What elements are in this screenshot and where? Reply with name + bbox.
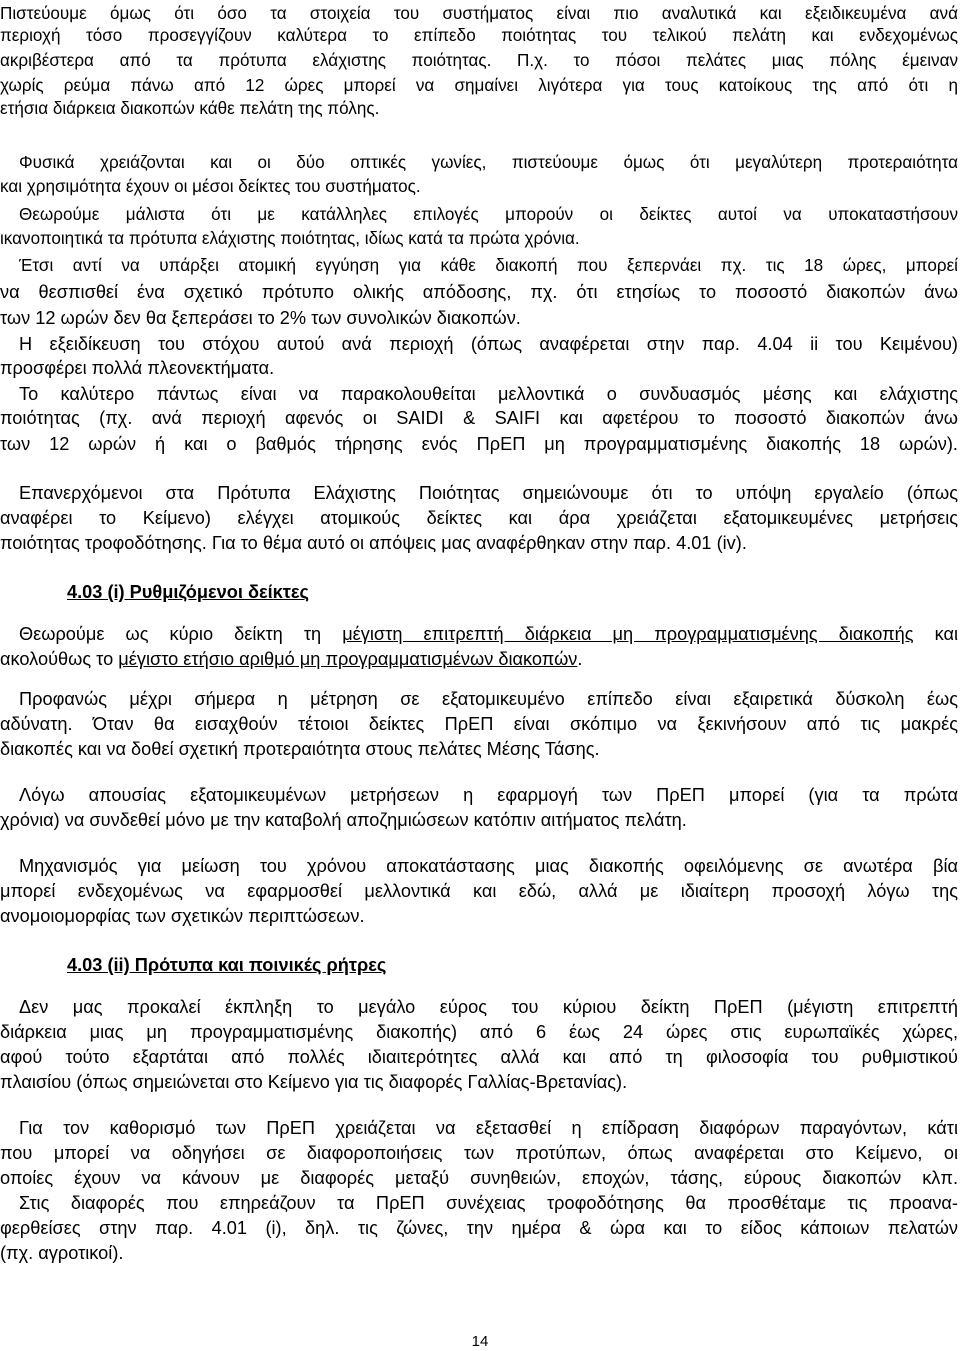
paragraph-line: ποιότητας τροφοδότησης. Για το θέμα αυτό οι απόψεις μας αναφέρθηκαν στην παρ. 4.01 (iv). [0,533,747,553]
paragraph-line: χρόνια) να συνδεθεί μόνο με την καταβολή αποζημιώσεων κατόπιν αιτήματος πελάτη. [0,810,687,830]
paragraph-line: Έτσι αντί να υπάρξει ατομική εγγύηση για κάθε διακοπή που ξεπερνάει πχ. τις 18 ώρες, μπορεί [19,256,958,275]
text-run: ακολούθως το [0,649,119,669]
paragraph-line: των 12 ωρών ή και ο βαθμός τήρησης ενός ΠρΕΠ μη προγραμματισμένης διακοπής 18 ωρών). [0,434,958,454]
paragraph-line [0,622,958,646]
paragraph-line: ακριβέστερα από τα πρότυπα ελάχιστης ποιότητας. Π.χ. το πόσοι πελάτες μιας πόλης έμειναν [0,51,958,70]
text-run: και [913,624,959,644]
paragraph-line: να θεσπισθεί ένα σχετικό πρότυπο ολικής απόδοσης, πχ. ότι ετησίως το ποσοστό διακοπών άνω [0,282,958,302]
paragraph-line: αναφέρει το Κείμενο) ελέγχει ατομικούς δείκτες και άρα χρειάζεται εξατομικευμένες μετρήσεις [0,508,958,528]
paragraph-line: πλαισίου (όπως σημειώνεται στο Κείμενο για τις διαφορές Γαλλίας-Βρετανίας). [0,1072,628,1092]
underlined-term: μέγιστη επιτρεπτή διάρκεια μη προγραμματισμένης διακοπής [342,624,914,644]
paragraph-line: (πχ. αγροτικοί). [0,1243,124,1263]
paragraph-line [0,647,958,671]
paragraph-line: ετήσια διάρκεια διακοπών κάθε πελάτη της πόλης. [0,99,380,118]
paragraph-line: Λόγω απουσίας εξατομικευμένων μετρήσεων η εφαρμογή των ΠρΕΠ μπορεί (για τα πρώτα [19,785,958,805]
paragraph-line: Το καλύτερο πάντως είναι να παρακολουθείται μελλοντικά ο συνδυασμός μέσης και ελάχιστης [19,384,958,404]
paragraph-line: Επανερχόμενοι στα Πρότυπα Ελάχιστης Ποιότητας σημειώνουμε ότι το υπόψη εργαλείο (όπως [19,483,958,503]
paragraph-line: ικανοποιητικά τα πρότυπα ελάχιστης ποιότητας, ιδίως κατά τα πρώτα χρόνια. [0,229,580,248]
paragraph-line: φερθείσες στην παρ. 4.01 (i), δηλ. τις ζώνες, την ημέρα & ώρα και το είδος κάποιων πελατών [0,1218,958,1238]
paragraph-line: και χρησιμότητα έχουν οι μέσοι δείκτες του συστήματος. [0,177,421,196]
paragraph-line: Μηχανισμός για μείωση του χρόνου αποκατάστασης μιας διακοπής οφειλόμενης σε ανωτέρα βία [19,856,958,876]
section-heading: 4.03 (ii) Πρότυπα και ποινικές ρήτρες [67,955,387,975]
underlined-term: μέγιστο ετήσιο αριθμό μη προγραμματισμένων διακοπών [118,649,578,669]
paragraph-line: Πιστεύουμε όμως ότι όσο τα στοιχεία του συστήματος είναι πιο αναλυτικά και εξειδικευμένα ανά [0,4,958,23]
paragraph-line: διάρκεια μιας μη προγραμματισμένης διακοπής) από 6 έως 24 ώρες στις ευρωπαϊκές χώρες, [0,1022,958,1042]
paragraph-line: που μπορεί να οδηγήσει σε διαφοροποιήσεις των προτύπων, όπως αναφέρεται στο Κείμενο, οι [0,1143,958,1163]
paragraph-line: οποίες έχουν να κάνουν με διαφορές μεταξύ συνηθειών, εποχών, τάσης, εύρους διακοπών κλπ. [0,1168,958,1188]
paragraph-line: διακοπές και να δοθεί σχετική προτεραιότητα στους πελάτες Μέσης Τάσης. [0,739,600,759]
paragraph-line: περιοχή τόσο προσεγγίζουν καλύτερα το επίπεδο ποιότητας του τελικού πελάτη και ενδεχομένως [0,26,958,45]
text-run: . [577,649,583,669]
paragraph-line: Θεωρούμε μάλιστα ότι με κατάλληλες επιλογές μπορούν οι δείκτες αυτοί να υποκαταστήσουν [19,205,958,224]
text-run: Θεωρούμε ως κύριο δείκτη τη [19,624,343,644]
paragraph-line: χωρίς ρεύμα πάνω από 12 ώρες μπορεί να σημαίνει λιγότερα για τους κατοίκους της από ότι η [0,76,958,95]
paragraph-line: ανομοιομορφίας των σχετικών περιπτώσεων. [0,906,365,926]
section-heading: 4.03 (i) Ρυθμιζόμενοι δείκτες [67,582,310,602]
paragraph-line: των 12 ωρών δεν θα ξεπεράσει το 2% των συνολικών διακοπών. [0,308,521,328]
paragraph-line: Προφανώς μέχρι σήμερα η μέτρηση σε εξατομικευμένο επίπεδο είναι εξαιρετικά δύσκολη έως [19,689,958,709]
paragraph-line: Φυσικά χρειάζονται και οι δύο οπτικές γωνίες, πιστεύουμε όμως ότι μεγαλύτερη προτεραιότητα [19,153,958,172]
paragraph-line: Για τον καθορισμό των ΠρΕΠ χρειάζεται να εξετασθεί η επίδραση διαφόρων παραγόντων, κάτι [19,1118,958,1138]
paragraph-line: προσφέρει πολλά πλεονεκτήματα. [0,358,275,378]
paragraph-line: αδύνατη. Όταν θα εισαχθούν τέτοιοι δείκτες ΠρΕΠ είναι σκόπιμο να ξεκινήσουν από τις μακρές [0,714,958,734]
paragraph-line: μπορεί ενδεχομένως να εφαρμοσθεί μελλοντικά και εδώ, αλλά με ιδιαίτερη προσοχή λόγω της [0,881,958,901]
paragraph-line: Η εξειδίκευση του στόχου αυτού ανά περιοχή (όπως αναφέρεται στην παρ. 4.04 ii του Κειμένου) [19,334,958,354]
paragraph-line: Δεν μας προκαλεί έκπληξη το μεγάλο εύρος του κύριου δείκτη ΠρΕΠ (μέγιστη επιτρεπτή [19,997,958,1017]
paragraph-line: Στις διαφορές που επηρεάζουν τα ΠρΕΠ συνέχειας τροφοδότησης θα προσθέταμε τις προανα- [19,1193,958,1213]
page-number: 14 [471,1333,489,1350]
paragraph-line: ποιότητας (πχ. ανά περιοχή αφενός οι SAIDI & SAIFI και αφετέρου το ποσοστό διακοπών άνω [0,408,958,428]
paragraph-line: αφού τούτο εξαρτάται από πολλές ιδιαιτερότητες αλλά και από τη φιλοσοφία του ρυθμιστικού [0,1047,958,1067]
